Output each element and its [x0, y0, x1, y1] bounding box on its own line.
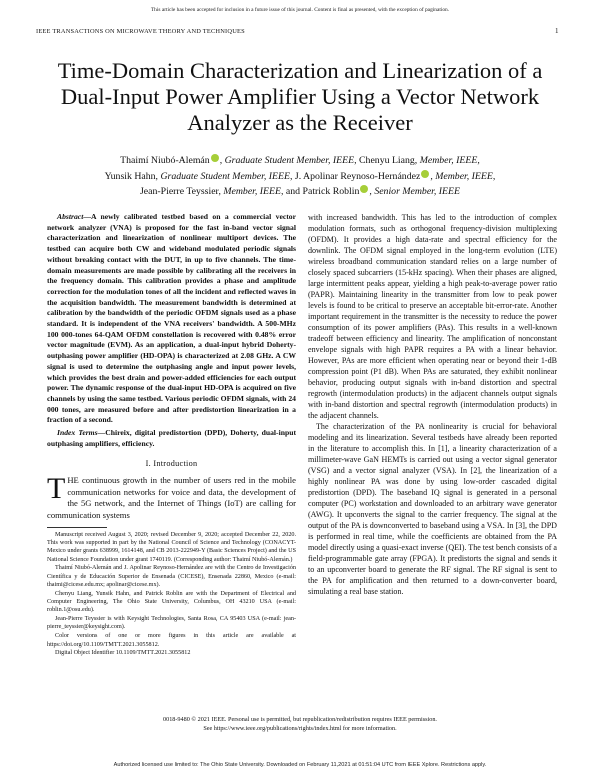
drop-cap: T	[47, 472, 66, 506]
orcid-icon[interactable]	[421, 170, 429, 178]
author-role: Member, IEEE	[223, 186, 282, 198]
author-name: Yunsik Hahn	[104, 170, 156, 182]
body-paragraph: The characterization of the PA nonlinearity is crucial for behavioral modeling and its linearization. Several testbeds have already been reported in the literature to accomplish this. In [1], a linearity characterization of a millimeter-wave GaN HEMTs is carried out using a vector signal generator (VSG) and a vector signal analyzer (VSA). In [2], the linearization of a highly nonlinear PA was done by using low-order cascaded digital predistortion (DPD). The baseband IQ signal is generated in a personal computer (PC) workstation and downloaded to an arbitrary wave generator (AWG). It upconverts the signal to the carrier frequency. The signal at the output of the PA is downconverted to baseband using a VSA. In [3], the DPD is performed in real time, while the coefficients are obtained from the PA model directly using a quasi-exact inverse (QEI). The test bench consists of a field-programmable gate array (FPGA). It predistorts the signal and sends it to an upconverter board to generate the RF signal. The RF signal is sent to the PA for amplification and then returned to a down-converter board, simulating a real base station.	[308, 422, 558, 596]
footnote: Thaimí Niubó-Alemán and J. Apolinar Reynoso-Hernández are with the Centro de Investigación Científica y de Educación Superior de Ensenada (CICESE), Ensenada 22860, Mexico (e-mail: thaimi@cicese.edu.mx; apolinar@cicese.mx).	[47, 565, 296, 588]
copyright-line: See https://www.ieee.org/publications/rights/index.html for more information.	[203, 725, 397, 732]
paper-title: Time-Domain Characterization and Linearization of a Dual-Input Power Amplifier Using a Vector Network Analyzer as the Receiver	[57, 58, 543, 135]
author-name: Jean-Pierre Teyssier	[139, 186, 219, 198]
body-paragraph: with increased bandwidth. This has led to the introduction of complex modulation formats, such as orthogonal frequency-division multiplexing (OFDM). It provides a high data-rate and spectral efficiency for the downlink. The OFDM signal employed in the long-term evolution (LTE) wireless broadband communication standard relies on a large number of closely spaced subcarriers (15-kHz spacing). When their phases are aligned, large intermittent peaks appear, yielding a high peak-to-average power ratio (PAPR). Maintaining linearity in the transmitter from low to peak power levels is found to be critical to preserve an acceptable bit-error-rate. Another important requirement in the transmitter is the necessity to reduce the power consumption of its power amplifiers (PAs). This results in a well-known tradeoff between efficiency and linearity. The amplification of nonconstant envelope signals with high PAPR requires a PA with a linear behavior. However, PAs are more efficient when operating near or beyond their 1-dB compression point (P1 dB). When PAs are saturated, they exhibit nonlinear behavior, producing output signals with in-band distortion and spectral regrowth (intermodulation products) in the adjacent channels output signals with in-band distortion and spectral regrowth (intermodulation products) in the adjacent channels.	[308, 213, 557, 420]
orcid-icon[interactable]	[360, 185, 368, 193]
author-name: Patrick Roblin	[302, 186, 360, 198]
abstract-label: Abstract—	[57, 212, 91, 221]
author-role: Member, IEEE	[419, 155, 478, 166]
index-terms	[47, 428, 296, 449]
author-list: Thaimí Niubó-Alemán , Graduate Student Member, IEEE, Chenyu Liang, Member, IEEE, Yunsik Hahn, Graduate Student Member, IEEE, J. Apolinar Reynoso-Hernández , Member, IEEE, Jean-Pierre Teyssier, Member, IEEE, and Patrick Roblin , Senior Member, IEEE	[104, 155, 496, 198]
index-terms-label: Index Terms—	[57, 428, 106, 438]
footnote: Manuscript received August 3, 2020; revised December 9, 2020; accepted December 22, 2020. This work was supported in part by the National Council of Science and Technology (CONACYT-Mexico under grants 638999, 1614148, and CB 2013-222949-Y (Basic Sciences Project) and the US National Science Foundation under grant 1740119. (Corresponding author: Thaimí Niubó-Alemán.)	[47, 531, 296, 563]
intro-paragraph	[47, 472, 296, 521]
copyright-notice	[0, 715, 600, 733]
author-role: Senior Member, IEEE	[374, 186, 461, 198]
author-name: Chenyu Liang	[359, 155, 415, 166]
intro-text: HE continuous growth in the number of users red in the mobile communication networks for voice and data, the development of the 5G network, and the Internet of Things (IoT) are calling for communication systems	[47, 475, 296, 520]
author-role: Graduate Student Member, IEEE	[224, 155, 355, 166]
author-connector: and	[285, 186, 301, 198]
footnotes	[47, 531, 296, 658]
footnote: Color versions of one or more figures in this article are available at https://doi.org/10.1109/TMTT.2021.3055812.	[47, 633, 296, 648]
index-terms-text: Chireix, digital predistortion (DPD), Doherty, dual-input outphasing amplifiers, efficiency.	[47, 428, 296, 448]
authorized-use-notice: Authorized licensed use limited to: The Ohio State University. Downloaded on February 11,2021 at 01:51:04 UTC from IEEE Xplore. Restrictions apply.	[113, 762, 487, 768]
author-name: Thaimí Niubó-Alemán	[120, 155, 210, 166]
copyright-line: 0018-9480 © 2021 IEEE. Personal use is permitted, but republication/redistribution requires IEEE permission.	[163, 716, 437, 723]
left-column	[47, 212, 296, 658]
author-role: Member, IEEE	[435, 170, 493, 182]
footnote: Digital Object Identifier 10.1109/TMTT.2021.3055812	[55, 650, 191, 657]
abstract-text: A newly calibrated testbed based on a commercial vector network analyzer (VNA) is proposed for the fast in-band vector signal characterization and linearization of nonlinear multiport devices. The testbed can acquire both CW and wideband modulated periodic signals without breaking contact with the DUT, in up to five channels. The time-domain measurements are made possible by calibrating all the receivers in the frequency domain. This calibration provides a phase and amplitude correction for the modulation tones of all the incident and reflected waves in the acquisition bandwidth. The measurement bandwidth is determined at calibration by the bandwidth of the periodic OFDM signals used as a phase standard. It is independent of the VNA receivers' bandwidth. A 500-MHz 100 000-tones 64-QAM OFDM constellation is recovered with 0.48% error vector magnitude (EVM). As an application, a dual-input hybrid Doherty-outphasing power amplifier (HD-OPA) is characterized at 2.08 GHz. A CW signal is used to determine the outphasing angle and input power levels, which provides the best drain and power-added efficiencies for each output power. The dynamic response of the dual-input HD-OPA is acquired on five channels by using the same testbed. Various periodic OFDM signals, with 24 000 tones, are measured before and after predistortion linearization in a fraction of a second.	[47, 212, 296, 425]
footnote: Jean-Pierre Teyssier is with Keysight Technologies, Santa Rosa, CA 95403 USA (e-mail: jean-pierre_teyssier@keysight.com).	[47, 616, 296, 631]
section-heading: I. Introduction	[145, 459, 198, 469]
author-role: Graduate Student Member, IEEE	[160, 170, 290, 182]
footnote: Chenyu Liang, Yunsik Hahn, and Patrick Roblin are with the Department of Electrical and Computer Engineering, The Ohio State University, Columbus, OH 43210 USA (e-mail: roblin.1@osu.edu).	[47, 590, 296, 614]
page-number: 1	[555, 27, 559, 35]
running-header-journal: IEEE TRANSACTIONS ON MICROWAVE THEORY AND TECHNIQUES	[36, 28, 245, 35]
footnote-divider	[47, 527, 107, 528]
abstract	[47, 212, 296, 426]
right-column	[308, 212, 557, 597]
author-name: J. Apolinar Reynoso-Hernández	[294, 170, 421, 182]
orcid-icon[interactable]	[211, 154, 219, 162]
acceptance-notice: This article has been accepted for inclusion in a future issue of this journal. Content is final as presented, with the exception of pagination.	[150, 7, 450, 13]
